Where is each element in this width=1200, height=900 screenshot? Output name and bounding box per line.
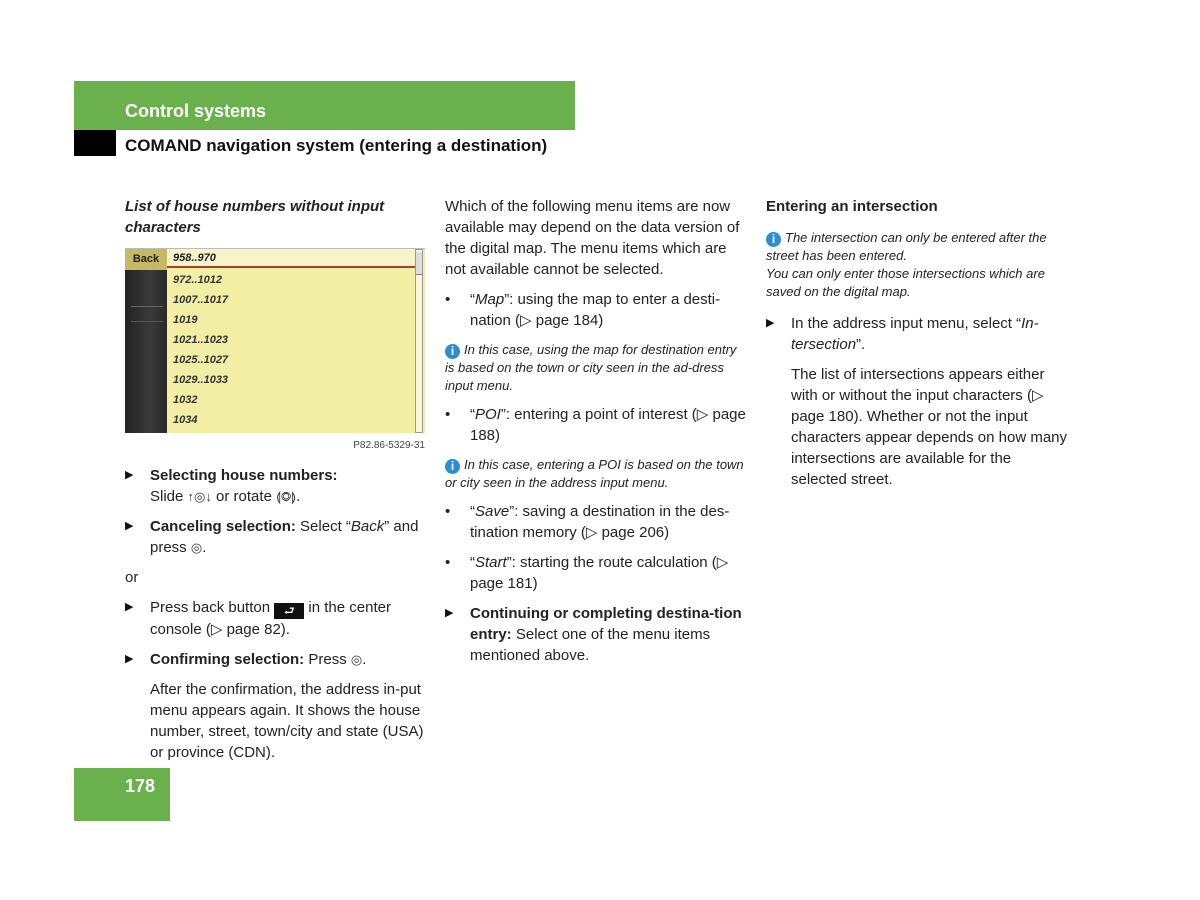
step-confirming: ▶ Confirming selection: Press ◎.: [125, 651, 367, 668]
step-arrow-icon: ▶: [125, 520, 134, 532]
screen-sidebar: [125, 270, 167, 433]
step-arrow-icon: ▶: [125, 469, 134, 481]
list-item: 972..1012: [173, 274, 222, 286]
house-number-screen: [125, 248, 425, 433]
info-icon: i: [445, 344, 460, 359]
info-icon: i: [766, 232, 781, 247]
sidebar-stripe: [131, 306, 163, 322]
intro-text: Which of the following menu items are now available may depend on the data version of the digital map. The menu items which are not available cannot be selected.: [445, 198, 740, 278]
column-3: [766, 196, 1068, 490]
list-item: 1025..1027: [173, 354, 229, 366]
back-button-icon: ⮐: [274, 603, 304, 619]
bullet-map: • “Map”: using the map to enter a desti-nation (▷ page 184): [445, 291, 721, 329]
step-back-button: ▶ Press back button ⮐ in the center console (▷ page 82).: [125, 599, 391, 638]
info-icon: i: [445, 459, 460, 474]
bullet-icon: •: [445, 291, 451, 308]
step-arrow-icon: ▶: [125, 601, 134, 613]
list-item: 1021..1023: [173, 334, 229, 346]
figure-id: P82.86-5329-31: [353, 440, 425, 451]
bullet-poi: • “POI”: entering a point of interest (▷ page 188): [445, 406, 746, 444]
list-item: 1007..1017: [173, 294, 229, 306]
list-item: 1034: [173, 414, 198, 426]
step-canceling: ▶ Canceling selection: Select “Back” and press ◎.: [125, 518, 419, 556]
press-controller-icon: ◎: [350, 652, 363, 667]
note-intersection: i The intersection can only be entered after the street has been entered. You can only enter those intersections which are saved on the digital map.: [766, 230, 1047, 299]
step-continuing: ▶ Continuing or completing destina-tion entry: Select one of the menu items mentioned above.: [445, 605, 742, 664]
back-softkey: Back: [125, 249, 167, 270]
selected-house-number: 958..970: [167, 249, 415, 268]
page-subtitle: COMAND navigation system (entering a destination): [125, 136, 548, 155]
slide-controller-icon: ↑◎↓: [187, 489, 212, 504]
note-poi: i In this case, entering a POI is based on the town or city seen in the address input menu.: [445, 457, 744, 490]
column-2: [445, 196, 747, 666]
bullet-icon: •: [445, 406, 451, 423]
step-arrow-icon: ▶: [445, 607, 454, 619]
press-controller-icon: ◎: [190, 540, 203, 555]
house-number-list: [173, 270, 228, 430]
list-item: 1029..1033: [173, 374, 229, 386]
after-confirmation-text: After the confirmation, the address in-put menu appears again. It shows the house number, street, town/city and state (USA) or province (CDN).: [150, 681, 424, 761]
note-map: i In this case, using the map for destination entry is based on the town or city seen in the ad-dress input menu.: [445, 342, 737, 393]
step-arrow-icon: ▶: [125, 653, 134, 665]
or-text: or: [125, 569, 139, 586]
list-item: 1032: [173, 394, 198, 406]
step-selecting: ▶ Selecting house numbers: Slide ↑◎↓ or rotate ⟬◎⟭.: [125, 467, 338, 505]
subsection-marker: [74, 130, 116, 156]
step-arrow-icon: ▶: [766, 317, 775, 329]
bullet-start: • “Start”: starting the route calculation (▷ page 181): [445, 554, 729, 592]
bullet-save: • “Save”: saving a destination in the des-tination memory (▷ page 206): [445, 503, 730, 541]
page-number-box: [74, 768, 170, 821]
column-1: [125, 196, 427, 763]
bullet-icon: •: [445, 554, 451, 571]
intersection-heading: Entering an intersection: [766, 198, 938, 215]
bullet-icon: •: [445, 503, 451, 520]
figure-caption: List of house numbers without input characters: [125, 198, 385, 236]
rotate-controller-icon: ⟬◎⟭: [276, 489, 297, 504]
screen-scrollbar: [415, 249, 423, 433]
page-number: 178: [125, 776, 156, 796]
scrollbar-thumb: [416, 252, 422, 275]
section-title: Control systems: [125, 101, 267, 121]
list-item: 1019: [173, 314, 198, 326]
intersection-list-text: The list of intersections appears either with or without the input characters (▷ page 180). Whether or not the input characters appear depends on how many intersections are available for the selected street.: [791, 366, 1068, 488]
step-intersection: ▶ In the address input menu, select “In-tersection”.: [766, 315, 1039, 353]
